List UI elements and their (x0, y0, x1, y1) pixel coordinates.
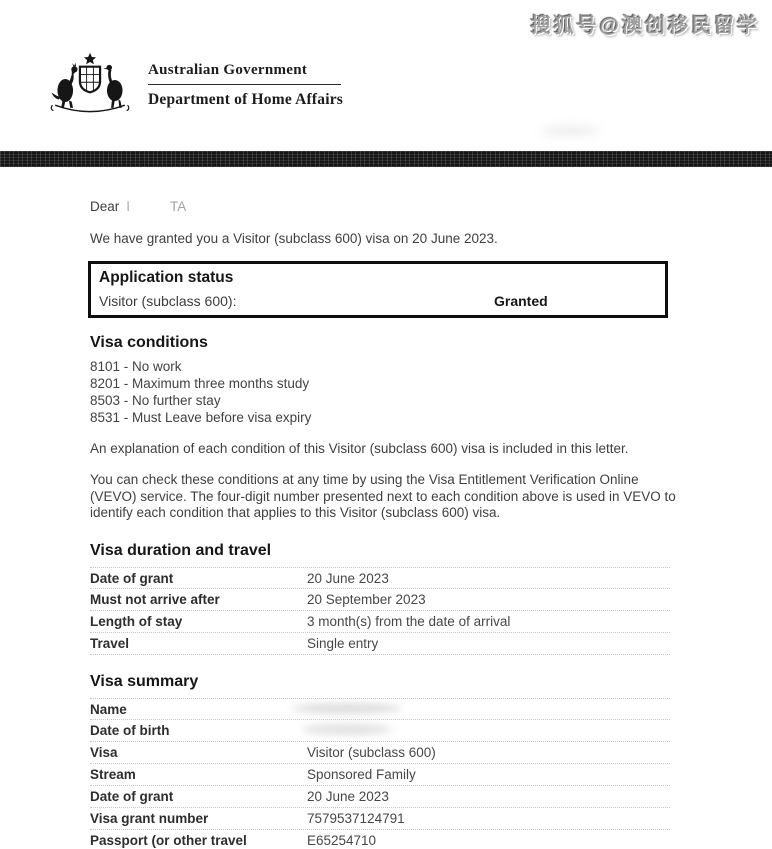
row-value: 20 June 2023 (307, 789, 389, 804)
visa-duration-section (90, 542, 670, 655)
row-label: Date of grant (90, 570, 174, 586)
greeting-text: Dear (90, 199, 120, 214)
row-value (307, 723, 670, 738)
header-divider (148, 84, 341, 85)
visa-duration-table (90, 567, 670, 655)
row-label: Passport (or other travel (90, 833, 247, 848)
row-label: Visa grant number (90, 811, 209, 826)
vevo-note-text: You can check these conditions at any time by using the Visa Entitlement Verification Online (VEVO) service. The four-digit number presented next to each condition above is used in VEVO to identify each condition that applies to this Visitor (subclass 600) visa. (90, 472, 676, 520)
separator-bar (0, 151, 772, 167)
government-header (44, 52, 343, 118)
status-visa-label: Visitor (subclass 600): (99, 293, 237, 309)
visa-duration-title: Visa duration and travel (90, 542, 272, 559)
department-label: Department of Home Affairs (148, 90, 344, 108)
row-label: Visa (90, 745, 118, 760)
table-row (90, 611, 670, 633)
australian-coat-of-arms-icon (44, 52, 136, 118)
visa-summary-section (90, 673, 670, 849)
status-granted-value: Granted (494, 293, 548, 309)
visa-conditions-section (90, 334, 678, 426)
row-label: Must not arrive after (90, 592, 220, 607)
row-label: Date of birth (90, 723, 170, 738)
redacted-name-fragment: I (126, 199, 131, 214)
conditions-list (90, 358, 678, 426)
table-row (90, 720, 670, 742)
table-row (90, 830, 670, 849)
row-value: Single entry (307, 636, 379, 651)
condition-item: 8201 - Maximum three months study (90, 376, 310, 391)
redacted-name-fragment: TA (170, 199, 187, 214)
application-status-row (99, 293, 657, 309)
condition-item: 8101 - No work (90, 359, 182, 374)
redacted-value (292, 703, 402, 714)
row-value: E65254710 (307, 833, 377, 848)
table-row (90, 698, 670, 720)
row-label: Stream (90, 767, 136, 782)
table-row (90, 808, 670, 830)
scan-artifact (540, 126, 600, 136)
row-value: 20 September 2023 (307, 592, 426, 607)
table-row (90, 764, 670, 786)
table-row (90, 589, 670, 611)
row-value: Sponsored Family (307, 767, 416, 782)
greeting-line (90, 199, 186, 214)
grant-intro-text: We have granted you a Visitor (subclass 600) visa on 20 June 2023. (90, 231, 498, 246)
australian-government-label: Australian Government (148, 61, 308, 78)
condition-item: 8531 - Must Leave before visa expiry (90, 410, 312, 425)
row-value: Visitor (subclass 600) (307, 745, 436, 760)
visa-summary-title: Visa summary (90, 673, 199, 690)
visa-summary-table (90, 698, 670, 849)
table-row (90, 742, 670, 764)
government-titles (148, 62, 343, 109)
redacted-value (302, 724, 392, 735)
table-row (90, 633, 670, 655)
application-status-box (88, 261, 668, 318)
row-label: Length of stay (90, 614, 183, 629)
conditions-explanation-text: An explanation of each condition of this Visitor (subclass 600) visa is included in this letter. (90, 441, 629, 456)
row-value: 7579537124791 (307, 811, 405, 826)
condition-item: 8503 - No further stay (90, 393, 221, 408)
table-row (90, 786, 670, 808)
row-value: 20 June 2023 (307, 570, 389, 586)
row-value (307, 702, 670, 717)
table-row (90, 567, 670, 589)
sohu-watermark: 搜狐号@澳创移民留学 (530, 15, 760, 37)
application-status-title: Application status (99, 269, 234, 286)
row-label: Date of grant (90, 789, 174, 804)
row-label: Travel (90, 636, 130, 651)
visa-conditions-title: Visa conditions (90, 334, 208, 351)
row-label: Name (90, 701, 127, 717)
row-value: 3 month(s) from the date of arrival (307, 614, 511, 629)
